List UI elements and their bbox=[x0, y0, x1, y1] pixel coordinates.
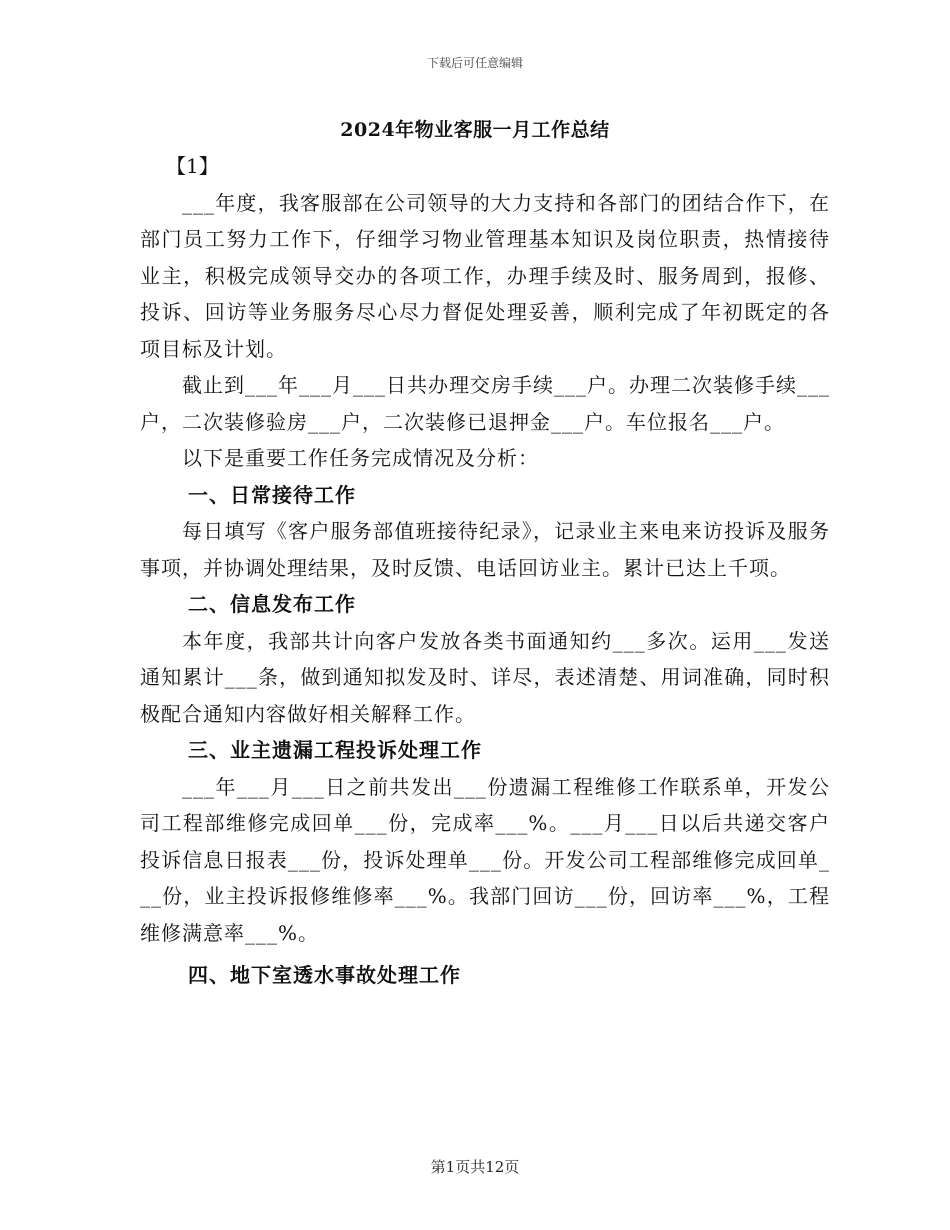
intro-paragraph: 以下是重要工作任务完成情况及分析： bbox=[182, 446, 539, 470]
page-header-note: 下载后可任意编辑 bbox=[426, 56, 523, 70]
section-heading: 二、信息发布工作 bbox=[188, 592, 356, 616]
section-mark: 【1】 bbox=[166, 154, 219, 178]
section-paragraph: 本年度，我部共计向客户发放各类书面通知约___多次。运用___发送通知累计___条，做到通知拟发及时、详尽，表述清楚、用词准确，同时积极配合通知内容做好相关解释工作。 bbox=[140, 628, 830, 726]
section-heading: 四、地下室透水事故处理工作 bbox=[188, 963, 461, 987]
document-title: 2024年物业客服一月工作总结 bbox=[340, 119, 610, 141]
page-footer-number: 第1页共12页 bbox=[430, 1158, 520, 1176]
section-heading: 三、业主遗漏工程投诉处理工作 bbox=[188, 738, 482, 762]
document-body bbox=[140, 148, 830, 994]
section-heading: 一、日常接待工作 bbox=[188, 482, 356, 507]
intro-paragraph: ___年度，我客服部在公司领导的大力支持和各部门的团结合作下，在部门员工努力工作下，仔细学习物业管理基本知识及岗位职责，热情接待业主，积极完成领导交办的各项工作，办理手续及时、服务周到，报修、投诉、回访等业务服务尽心尽力督促处理妥善，顺利完成了年初既定的各项目标及计划。 bbox=[140, 190, 830, 361]
intro-paragraph: 截止到___年___月___日共办理交房手续___户。办理二次装修手续___户，二次装修验房___户，二次装修已退押金___户。车位报名___户。 bbox=[140, 373, 830, 434]
section-paragraph: ___年___月___日之前共发出___份遗漏工程维修工作联系单，开发公司工程部维修完成回单___份，完成率___%。___月___日以后共递交客户投诉信息日报表___份，投诉处理单___份。开发公司工程部维修完成回单___份，业主投诉报修维修率___%。我部门回访___份，回访率___%，工程维修满意率___%。 bbox=[140, 774, 830, 945]
section-paragraph: 每日填写《客户服务部值班接待纪录》，记录业主来电来访投诉及服务事项，并协调处理结果，及时反馈、电话回访业主。累计已达上千项。 bbox=[140, 519, 830, 580]
